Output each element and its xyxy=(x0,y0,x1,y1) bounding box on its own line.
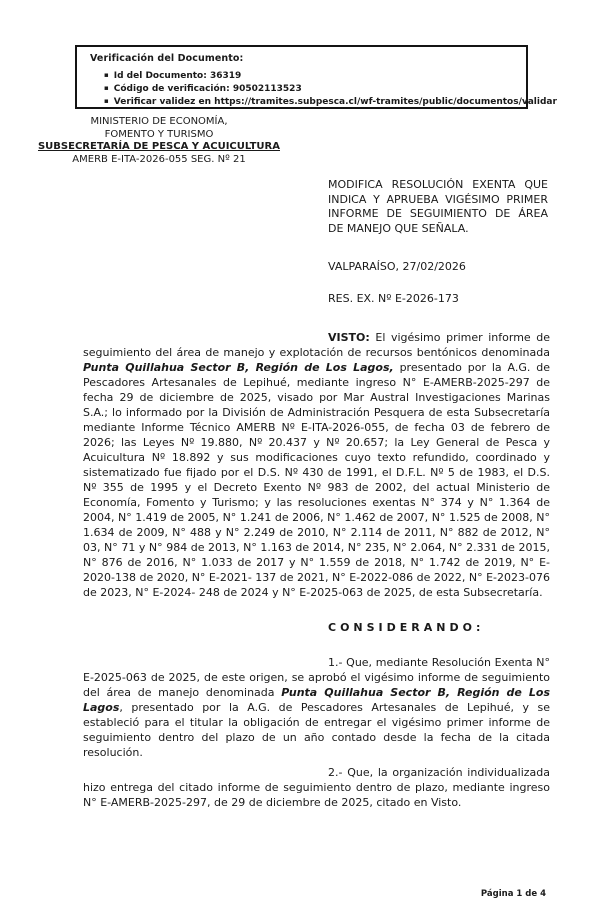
verification-list xyxy=(77,69,557,108)
item-text-before-area: Que, mediante Resolución Exenta N° E-2025-063 de 2025, de este origen, se aprobó el vigésimo informe de seguimiento del área de manejo denominada xyxy=(83,656,550,699)
item-number: 2.- xyxy=(328,766,343,779)
place-date: VALPARAÍSO, 27/02/2026 xyxy=(328,260,466,273)
visto-text-after-area: presentado por la A.G. de Pescadores Artesanales de Lepihué, mediante ingreso N° E-AMERB-2025-297 de fecha 29 de diciembre de 2025, visado por Mar Austral Investigaciones Marinas S.A.; lo informado por la División de Administración Pesquera de esta Subsecretaría mediante Informe Técnico AMERB Nº E-ITA-2026-055, de fecha 03 de febrero de 2026; las Leyes Nº 19.880, Nº 20.437 y Nº 20.657; la Ley General de Pesca y Acuicultura Nº 18.892 y sus modificaciones cuyo texto refundido, coordinado y sistematizado fue fijado por el D.S. Nº 430 de 1991, el D.F.L. Nº 5 de 1983, el D.S. Nº 355 de 1995 y el Decreto Exento Nº 983 de 2002, del actual Ministerio de Economía, Fomento y Turismo; y las resoluciones exentas N° 374 y N° 1.364 de 2004, N° 1.419 de 2005, N° 1.241 de 2006, N° 1.462 de 2007, N° 1.525 de 2008, N° 1.634 de 2009, N° 488 y N° 2.249 de 2010, N° 2.114 de 2011, N° 882 de 2012, N° 03, N° 71 y N° 984 de 2013, N° 1.163 de 2014, N° 235, N° 2.064, N° 2.331 de 2015, N° 876 de 2016, N° 1.033 de 2017 y N° 1.559 de 2018, N° 1.742 de 2019, N° E-2020-138 de 2020, N° E-2021- 137 de 2021, N° E-2022-086 de 2022, N° E-2023-076 de 2023, N° E-2024- 248 de 2024 y N° E-2025-063 de 2025, de esta Subsecretaría. xyxy=(83,361,550,599)
subsecretaria-title: SUBSECRETARÍA DE PESCA Y ACUICULTURA xyxy=(37,141,280,152)
bullet-icon: ▪ xyxy=(104,97,109,105)
item-text-after-area: , presentado por la A.G. de Pescadores Artesanales de Lepihué, y se estableció para el titular la obligación de entregar el vigésimo primer informe de seguimiento dentro del plazo de un año contado desde la fecha de la citada resolución. xyxy=(83,701,550,759)
bullet-icon: ▪ xyxy=(104,84,109,92)
verification-item-code xyxy=(104,82,526,95)
verification-item-url xyxy=(104,95,557,108)
ministry-line-1: MINISTERIO DE ECONOMÍA, xyxy=(90,116,228,127)
considerando-item-2 xyxy=(83,765,550,810)
verification-box xyxy=(75,45,557,109)
considerando-item-1 xyxy=(83,655,550,760)
verification-item-text: Código de verificación: 90502113523 xyxy=(113,84,302,94)
document-body xyxy=(83,330,550,810)
bullet-icon: ▪ xyxy=(104,71,109,79)
ministry-line-2: FOMENTO Y TURISMO xyxy=(104,128,214,140)
visto-label: VISTO: xyxy=(328,331,370,344)
resolution-title: MODIFICA RESOLUCIÓN EXENTA QUE INDICA Y APRUEBA VIGÉSIMO PRIMER INFORME DE SEGUIMIENTO DE ÁREA DE MANEJO QUE SEÑALA. xyxy=(328,178,548,235)
visto-text-before-area: El vigésimo primer informe de seguimiento del área de manejo y explotación de recursos bentónicos denominada xyxy=(83,331,550,359)
letterhead xyxy=(28,116,290,166)
verification-item-document-id xyxy=(104,69,526,82)
area-name: Punta Quillahua Sector B, Región de Los Lagos, xyxy=(83,361,394,374)
amerb-reference: AMERB E-ITA-2026-055 SEG. Nº 21 xyxy=(72,153,246,165)
resolution-number: RES. EX. Nº E-2026-173 xyxy=(328,292,459,305)
page-number: Página 1 de 4 xyxy=(480,889,546,899)
item-number: 1.- xyxy=(328,656,343,669)
verification-title: Verificación del Documento: xyxy=(90,53,244,64)
verification-item-text: Id del Documento: 36319 xyxy=(113,71,242,81)
visto-paragraph xyxy=(83,330,550,600)
considerando-heading: CONSIDERANDO: xyxy=(328,621,485,634)
area-name: Punta Quillahua Sector B, Región de Los Lagos xyxy=(83,686,550,714)
item-text: Que, la organización individualizada hizo entrega del citado informe de seguimiento dentro de plazo, mediante ingreso N° E-AMERB-2025-297, de 29 de diciembre de 2025, citado en Visto. xyxy=(83,766,550,809)
verification-item-text: Verificar validez en https://tramites.subpesca.cl/wf-tramites/public/documentos/validar xyxy=(113,97,557,107)
